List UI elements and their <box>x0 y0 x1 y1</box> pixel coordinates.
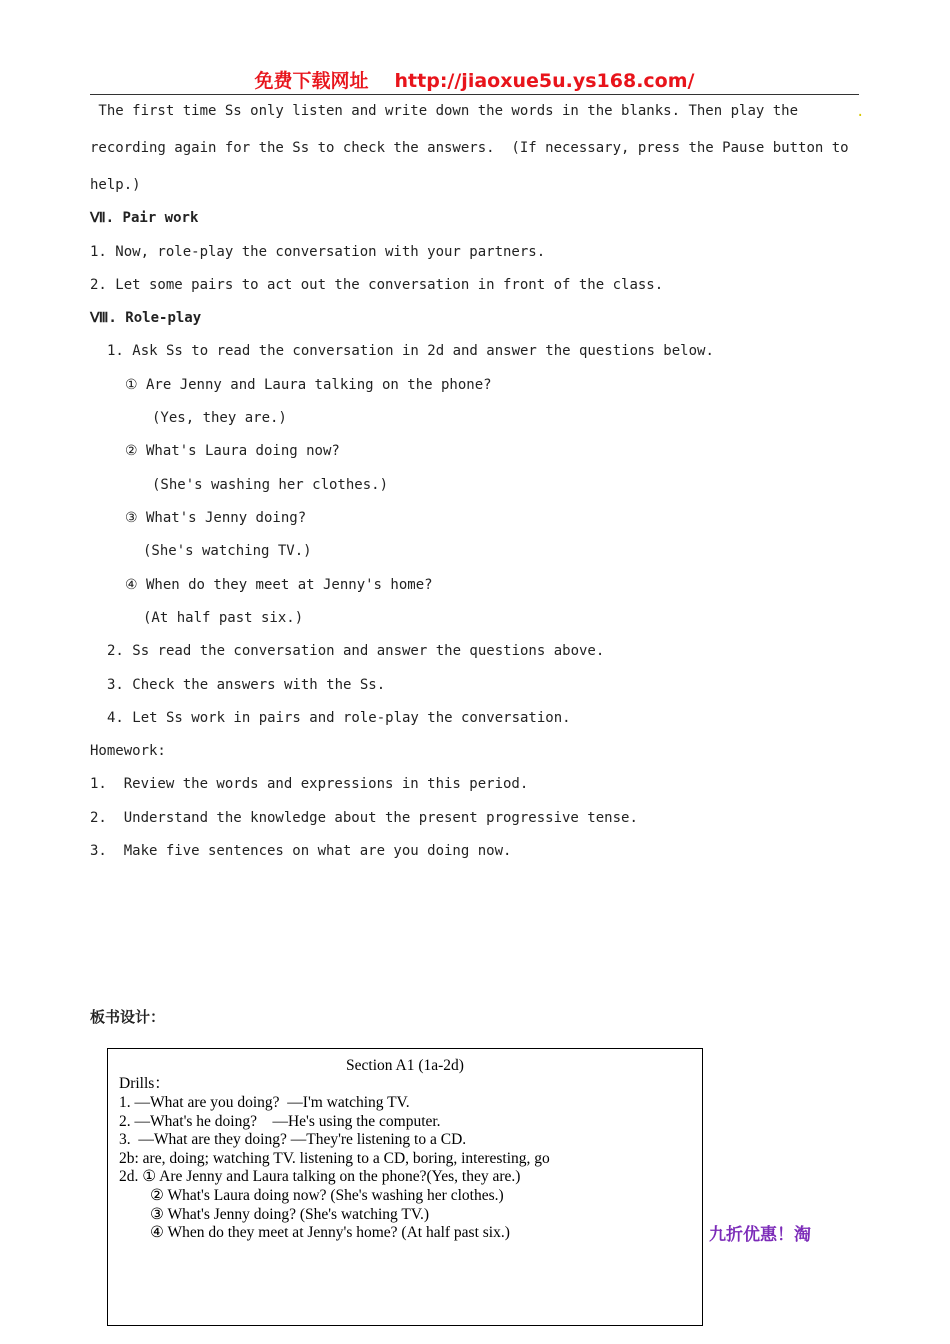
section7-heading: Ⅶ. Pair work <box>90 210 199 226</box>
section8-item-1: 1. Ask Ss to read the conversation in 2d and answer the questions below. <box>107 343 714 359</box>
homework-item-3: 3. Make five sentences on what are you doing now. <box>90 843 512 859</box>
board-title: Section A1 (1a-2d) <box>346 1057 464 1074</box>
board-design-box <box>107 1048 703 1326</box>
site-name: 免费下载网址 <box>254 70 369 92</box>
section8-heading: Ⅷ. Role-play <box>90 310 202 326</box>
board-line-5: 2b: are, doing; watching TV. listening to a CD, boring, interesting, go <box>119 1150 550 1167</box>
stray-mark: . <box>856 104 865 120</box>
answer-2: (She's washing her clothes.) <box>152 477 389 493</box>
board-line-7: ② What's Laura doing now? (She's washing her clothes.) <box>119 1187 504 1204</box>
board-line-8: ③ What's Jenny doing? (She's watching TV.) <box>119 1206 430 1223</box>
question-1: ① Are Jenny and Laura talking on the phone? <box>125 377 492 393</box>
promo-text[interactable]: 九折优惠！淘 <box>709 1225 811 1245</box>
answer-1: (Yes, they are.) <box>152 410 287 426</box>
homework-item-1: 1. Review the words and expressions in this period. <box>90 776 529 792</box>
section8-item-2: 2. Ss read the conversation and answer the questions above. <box>107 643 605 659</box>
board-design-label: 板书设计： <box>90 1008 166 1026</box>
section7-item-1: 1. Now, role-play the conversation with your partners. <box>90 244 546 260</box>
homework-item-2: 2. Understand the knowledge about the present progressive tense. <box>90 810 638 826</box>
section8-item-4: 4. Let Ss work in pairs and role-play the conversation. <box>107 710 571 726</box>
intro-line-3: help.) <box>90 177 141 193</box>
board-line-9: ④ When do they meet at Jenny's home? (At half past six.) <box>119 1224 510 1241</box>
question-3: ③ What's Jenny doing? <box>125 510 307 526</box>
intro-line-1: The first time Ss only listen and write down the words in the blanks. Then play the <box>90 103 799 119</box>
intro-line-2: recording again for the Ss to check the answers. (If necessary, press the Pause button to <box>90 140 849 156</box>
page-header <box>90 66 859 93</box>
board-line-6: 2d. ① Are Jenny and Laura talking on the phone?(Yes, they are.) <box>119 1168 521 1185</box>
question-2: ② What's Laura doing now? <box>125 443 340 459</box>
board-line-2: 1. —What are you doing? —I'm watching TV. <box>119 1094 410 1111</box>
question-4: ④ When do they meet at Jenny's home? <box>125 577 433 593</box>
answer-4: (At half past six.) <box>143 610 304 626</box>
site-url[interactable]: http://jiaoxue5u.ys168.com/ <box>394 70 695 92</box>
homework-heading: Homework: <box>90 743 166 759</box>
header-divider <box>90 94 859 95</box>
board-line-3: 2. —What's he doing? —He's using the computer. <box>119 1113 441 1130</box>
board-line-4: 3. —What are they doing? —They're listening to a CD. <box>119 1131 467 1148</box>
board-line-1: Drills： <box>119 1075 170 1092</box>
section8-item-3: 3. Check the answers with the Ss. <box>107 677 386 693</box>
answer-3: (She's watching TV.) <box>143 543 312 559</box>
section7-item-2: 2. Let some pairs to act out the conversation in front of the class. <box>90 277 664 293</box>
